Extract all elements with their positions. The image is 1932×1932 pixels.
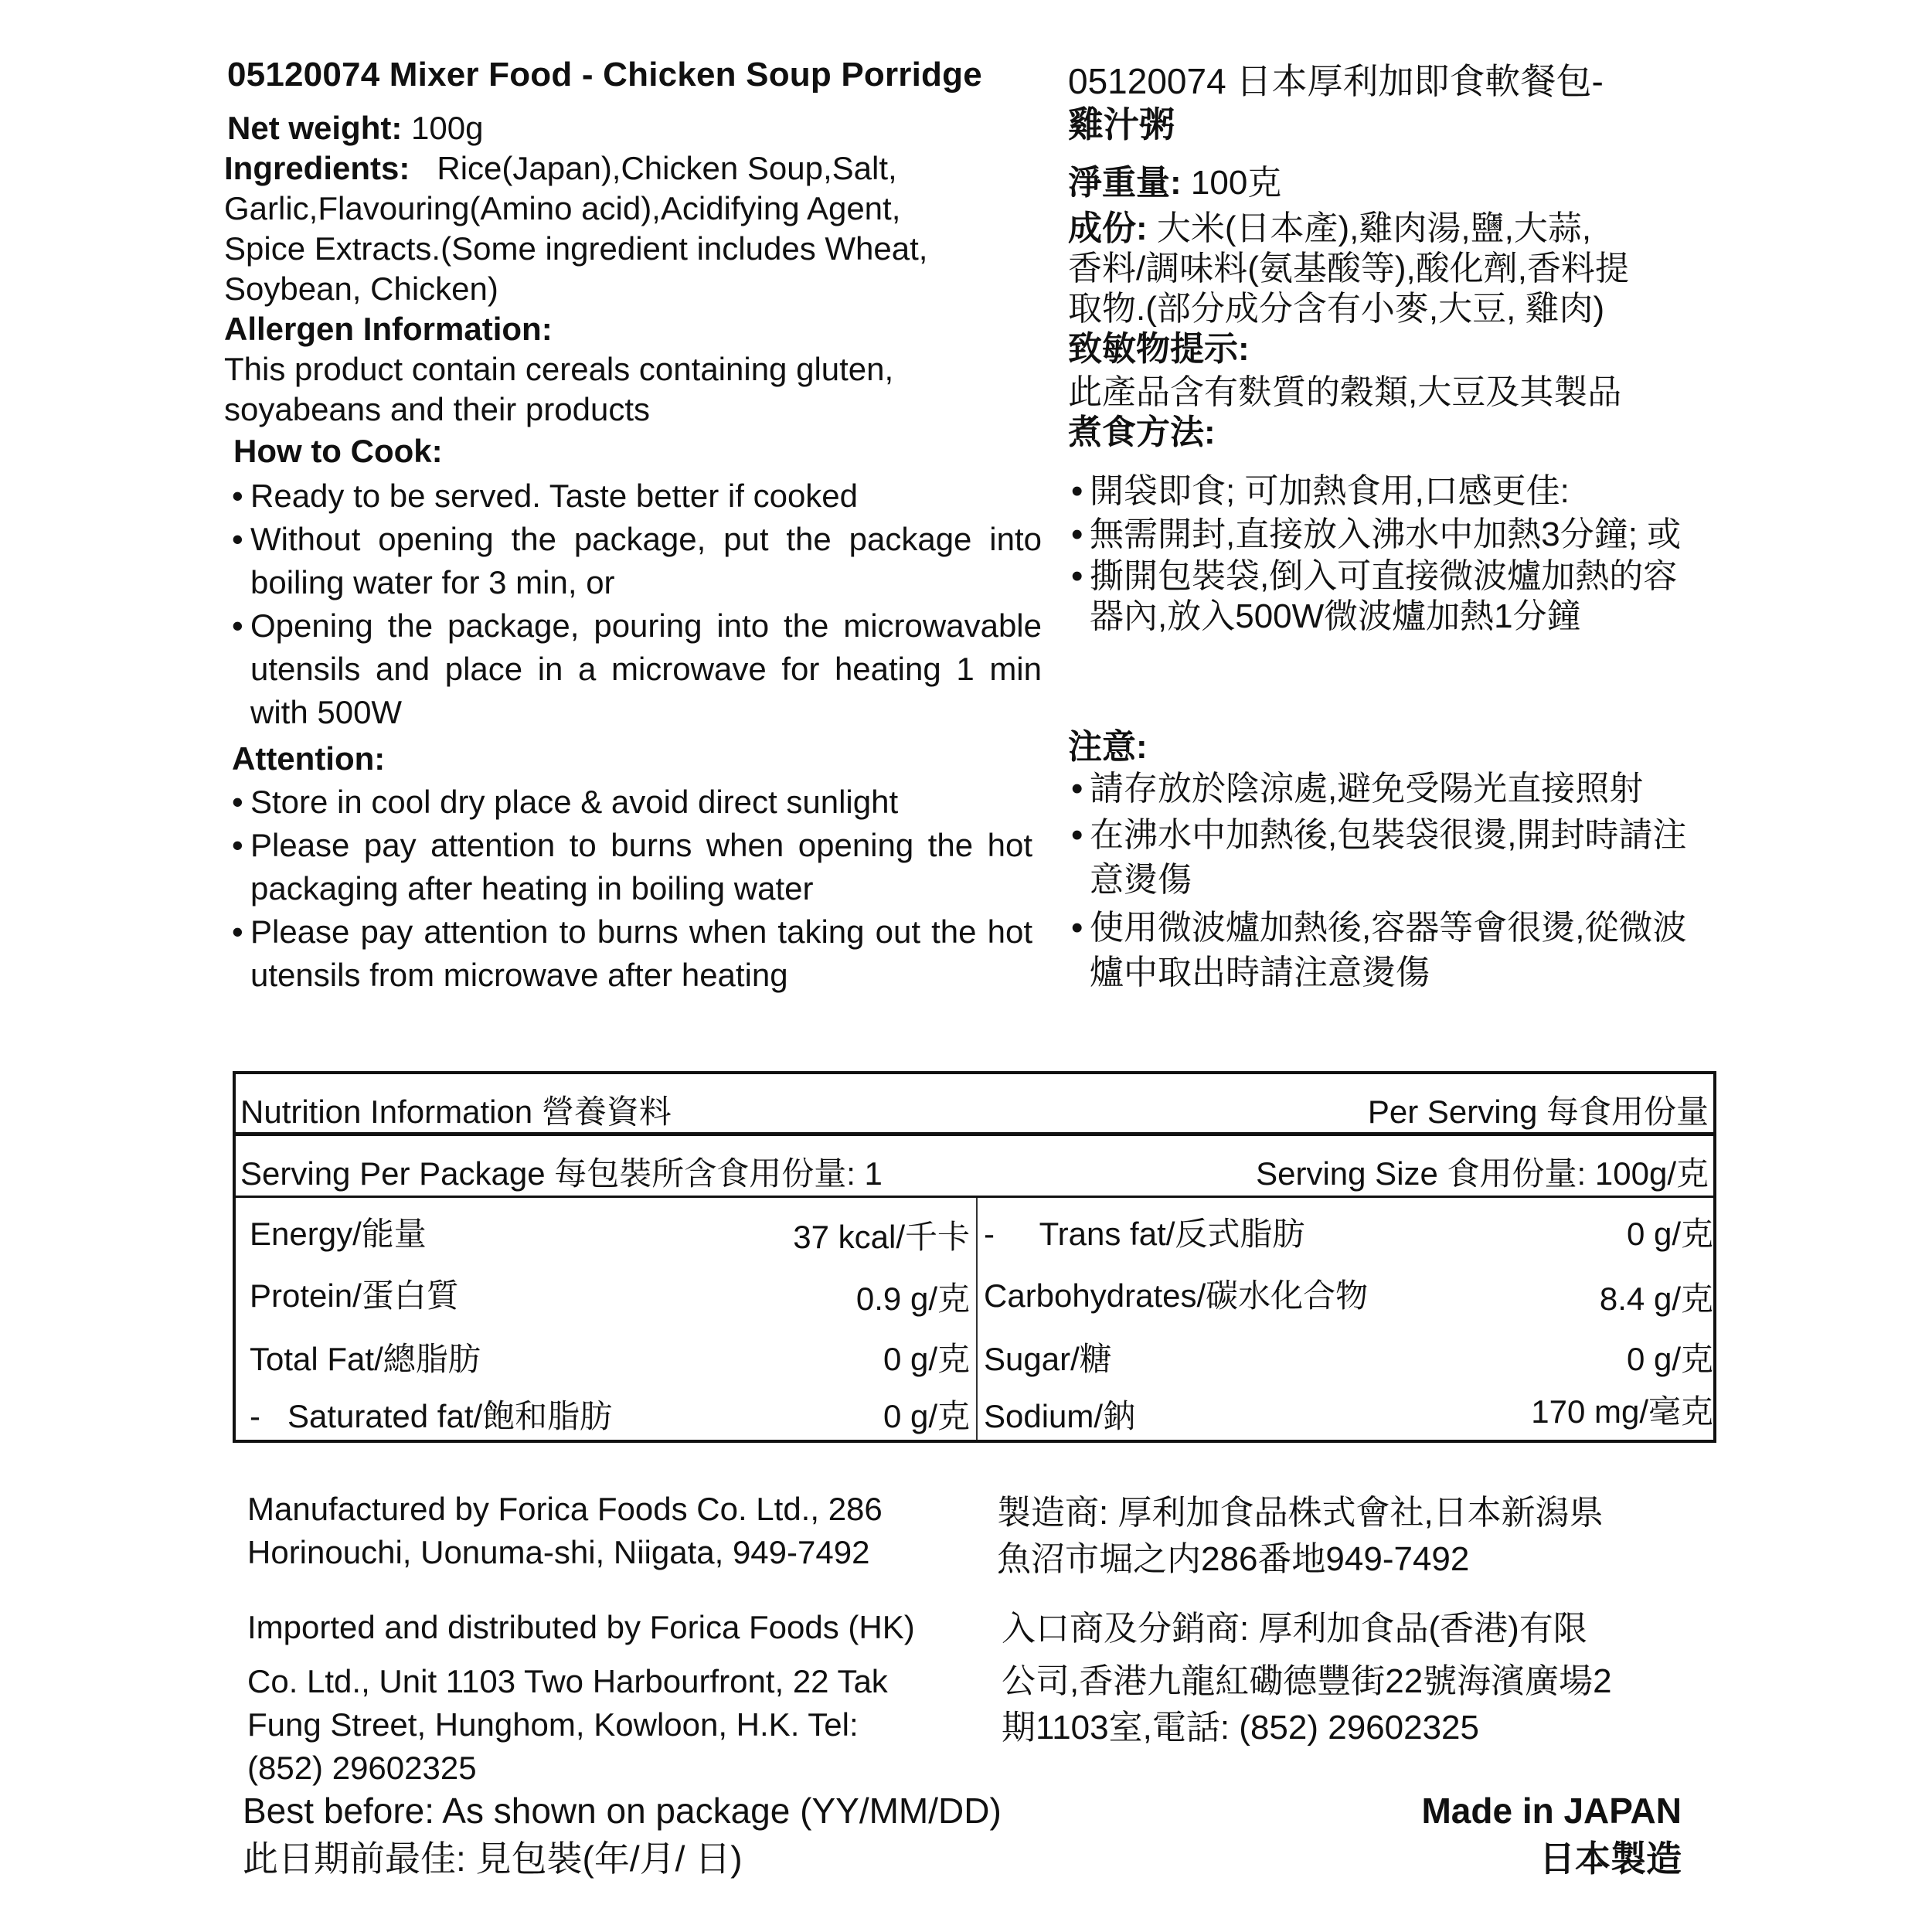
- serving-per-package: Serving Per Package 每包裝所含食用份量: 1: [240, 1155, 883, 1192]
- attention-label-zh: 注意:: [1068, 728, 1148, 766]
- allergen-line: soyabeans and their products: [224, 391, 651, 427]
- allergen-text-zh: 此產品含有麩質的穀類,大豆及其製品: [1068, 373, 1622, 411]
- manufacturer-zh-line: 製造商: 厚利加食品株式會社,日本新潟県: [997, 1494, 1604, 1532]
- cook-item: • Ready to be served. Taste better if cooked: [229, 474, 1042, 518]
- ingredients-label-zh: 成份:: [1068, 209, 1148, 247]
- nutrient-label: Sugar/糖: [984, 1341, 1112, 1377]
- manufacturer-zh: [997, 1490, 1604, 1583]
- net-weight-value: 100g: [411, 110, 484, 146]
- attention-item: • Store in cool dry place & avoid direct sunlight: [229, 781, 1032, 824]
- nutrient-value: 8.4 g/克: [1599, 1281, 1713, 1317]
- nutrient-value: 170 mg/毫克: [1531, 1393, 1713, 1430]
- ingredients-line-zh: 香料/調味料(氨基酸等),酸化劑,香料提: [1068, 250, 1629, 287]
- country-of-origin: [1421, 1787, 1682, 1883]
- importer-zh: [1002, 1606, 1612, 1751]
- importer-zh-line: 入口商及分銷商: 厚利加食品(香港)有限: [1002, 1610, 1587, 1648]
- net-weight-zh: [1068, 162, 1281, 204]
- nutrition-table: [233, 1071, 1716, 1443]
- attention-item-zh: • 使用微波爐加熱後,容器等會很燙,從微波爐中取出時請注意燙傷: [1068, 906, 1709, 995]
- best-before-en: Best before: As shown on package (YY/MM/DD): [243, 1791, 1002, 1831]
- ingredients-label: Ingredients:: [224, 150, 410, 186]
- net-weight-label: Net weight:: [227, 110, 403, 146]
- ingredients-line: Soybean, Chicken): [224, 270, 498, 307]
- importer-zh-line: 公司,香港九龍紅磡德豐街22號海濱廣場2: [1002, 1662, 1612, 1700]
- manufacturer-en: [247, 1488, 883, 1574]
- attention-item: • Please pay attention to burns when taking out the hot utensils from microwave after heating: [229, 910, 1032, 997]
- nutrient-value: 0 g/克: [883, 1341, 970, 1377]
- made-in-zh: 日本製造: [1539, 1838, 1682, 1879]
- cook-item-zh: • 撕開包裝袋,倒入可直接微波爐加熱的容器內,放入500W微波爐加熱1分鐘: [1068, 556, 1709, 637]
- cook-item-zh: • 無需開封,直接放入沸水中加熱3分鐘; 或: [1068, 513, 1709, 556]
- product-title-zh: [1068, 60, 1604, 145]
- net-weight-en: [227, 108, 483, 148]
- allergen-label: Allergen Information:: [224, 311, 553, 347]
- nutrient-label: Protein/蛋白質: [250, 1277, 459, 1314]
- product-title-en: 05120074 Mixer Food - Chicken Soup Porridge: [227, 56, 982, 94]
- serving-size: Serving Size 食用份量: 100g/克: [1256, 1155, 1709, 1192]
- per-serving-label: Per Serving 每食用份量: [1367, 1094, 1709, 1130]
- attention-item: • Please pay attention to burns when opening the hot packaging after heating in boiling water: [229, 824, 1032, 910]
- importer-en-line: (852) 29602325: [247, 1750, 477, 1786]
- nutrition-data: [236, 1198, 1713, 1440]
- manufacturer-en-line: Horinouchi, Uonuma-shi, Niigata, 949-7492: [247, 1534, 870, 1570]
- ingredients-line: Garlic,Flavouring(Amino acid),Acidifying Agent,: [224, 190, 901, 226]
- net-weight-value-zh: 100克: [1181, 164, 1282, 202]
- cook-item: • Without opening the package, put the package into boiling water for 3 min, or: [229, 518, 1042, 604]
- allergen-label-zh: 致敏物提示:: [1068, 330, 1250, 368]
- best-before: [243, 1787, 1002, 1883]
- attention-label-en: Attention:: [232, 740, 386, 777]
- ingredients-line: Spice Extracts.(Some ingredient includes Wheat,: [224, 230, 928, 267]
- importer-en-line: Fung Street, Hunghom, Kowloon, H.K. Tel:: [247, 1706, 859, 1743]
- ingredients-line-zh: 取物.(部分成分含有小麥,大豆, 雞肉): [1068, 290, 1605, 328]
- nutrient-label: - Trans fat/反式脂肪: [984, 1216, 1305, 1252]
- manufacturer-zh-line: 魚沼市堀之内286番地949-7492: [997, 1540, 1470, 1578]
- attention-item-zh: • 在沸水中加熱後,包裝袋很燙,開封時請注意燙傷: [1068, 813, 1709, 903]
- nutrition-title: Nutrition Information 營養資料: [240, 1094, 672, 1130]
- importer-en-line: Imported and distributed by Forica Foods (HK): [247, 1609, 915, 1645]
- how-to-cook-label-en: How to Cook:: [233, 433, 443, 469]
- ingredients-en: [224, 148, 1043, 430]
- cook-item: • Opening the package, pouring into the microwavable utensils and place in a microwave for heating 1 min with 500W: [229, 604, 1042, 734]
- serving-info-row: [236, 1136, 1713, 1198]
- importer-en-line: Co. Ltd., Unit 1103 Two Harbourfront, 22 Tak: [247, 1663, 888, 1699]
- attention-list-zh: [1068, 768, 1709, 995]
- nutrient-label: Carbohydrates/碳水化合物: [984, 1277, 1369, 1314]
- attention-list-en: [229, 781, 1032, 997]
- nutrient-value: 0 g/克: [1626, 1341, 1713, 1377]
- attention-item-zh: • 請存放於陰涼處,避免受陽光直接照射: [1068, 768, 1709, 810]
- cook-list-zh: [1068, 470, 1709, 637]
- made-in-en: Made in JAPAN: [1421, 1791, 1682, 1831]
- best-before-zh: 此日期前最佳: 見包裝(年/月/ 日): [243, 1838, 743, 1879]
- nutrient-value: 37 kcal/千卡: [793, 1219, 970, 1255]
- nutrient-value: 0 g/克: [1626, 1216, 1713, 1252]
- nutrition-header-row: [236, 1074, 1713, 1136]
- allergen-line: This product contain cereals containing gluten,: [224, 351, 894, 387]
- title-zh-line: 05120074 日本厚利加即食軟餐包-: [1068, 61, 1604, 101]
- nutrient-label: Total Fat/總脂肪: [250, 1341, 481, 1377]
- how-to-cook-label-zh: 煮食方法:: [1068, 413, 1216, 451]
- net-weight-label-zh: 淨重量:: [1068, 164, 1182, 202]
- cook-list-en: [229, 474, 1042, 734]
- nutrient-value: 0.9 g/克: [855, 1281, 970, 1317]
- importer-en: [247, 1606, 915, 1790]
- ingredients-zh: [1068, 209, 1629, 453]
- column-divider: [976, 1198, 978, 1440]
- importer-zh-line: 期1103室,電話: (852) 29602325: [1002, 1709, 1479, 1747]
- nutrient-value: 0 g/克: [883, 1398, 970, 1434]
- ingredients-line-zh: 大米(日本產),雞肉湯,鹽,大蒜,: [1147, 209, 1592, 247]
- cook-item-zh: • 開袋即食; 可加熱食用,口感更佳:: [1068, 470, 1709, 513]
- nutrient-label: Energy/能量: [250, 1216, 427, 1252]
- nutrient-label: Sodium/鈉: [984, 1398, 1136, 1434]
- ingredients-line: Rice(Japan),Chicken Soup,Salt,: [437, 150, 897, 186]
- nutrient-label: - Saturated fat/飽和脂肪: [250, 1398, 613, 1434]
- manufacturer-en-line: Manufactured by Forica Foods Co. Ltd., 286: [247, 1491, 883, 1527]
- title-zh-line: 雞汁粥: [1068, 104, 1175, 145]
